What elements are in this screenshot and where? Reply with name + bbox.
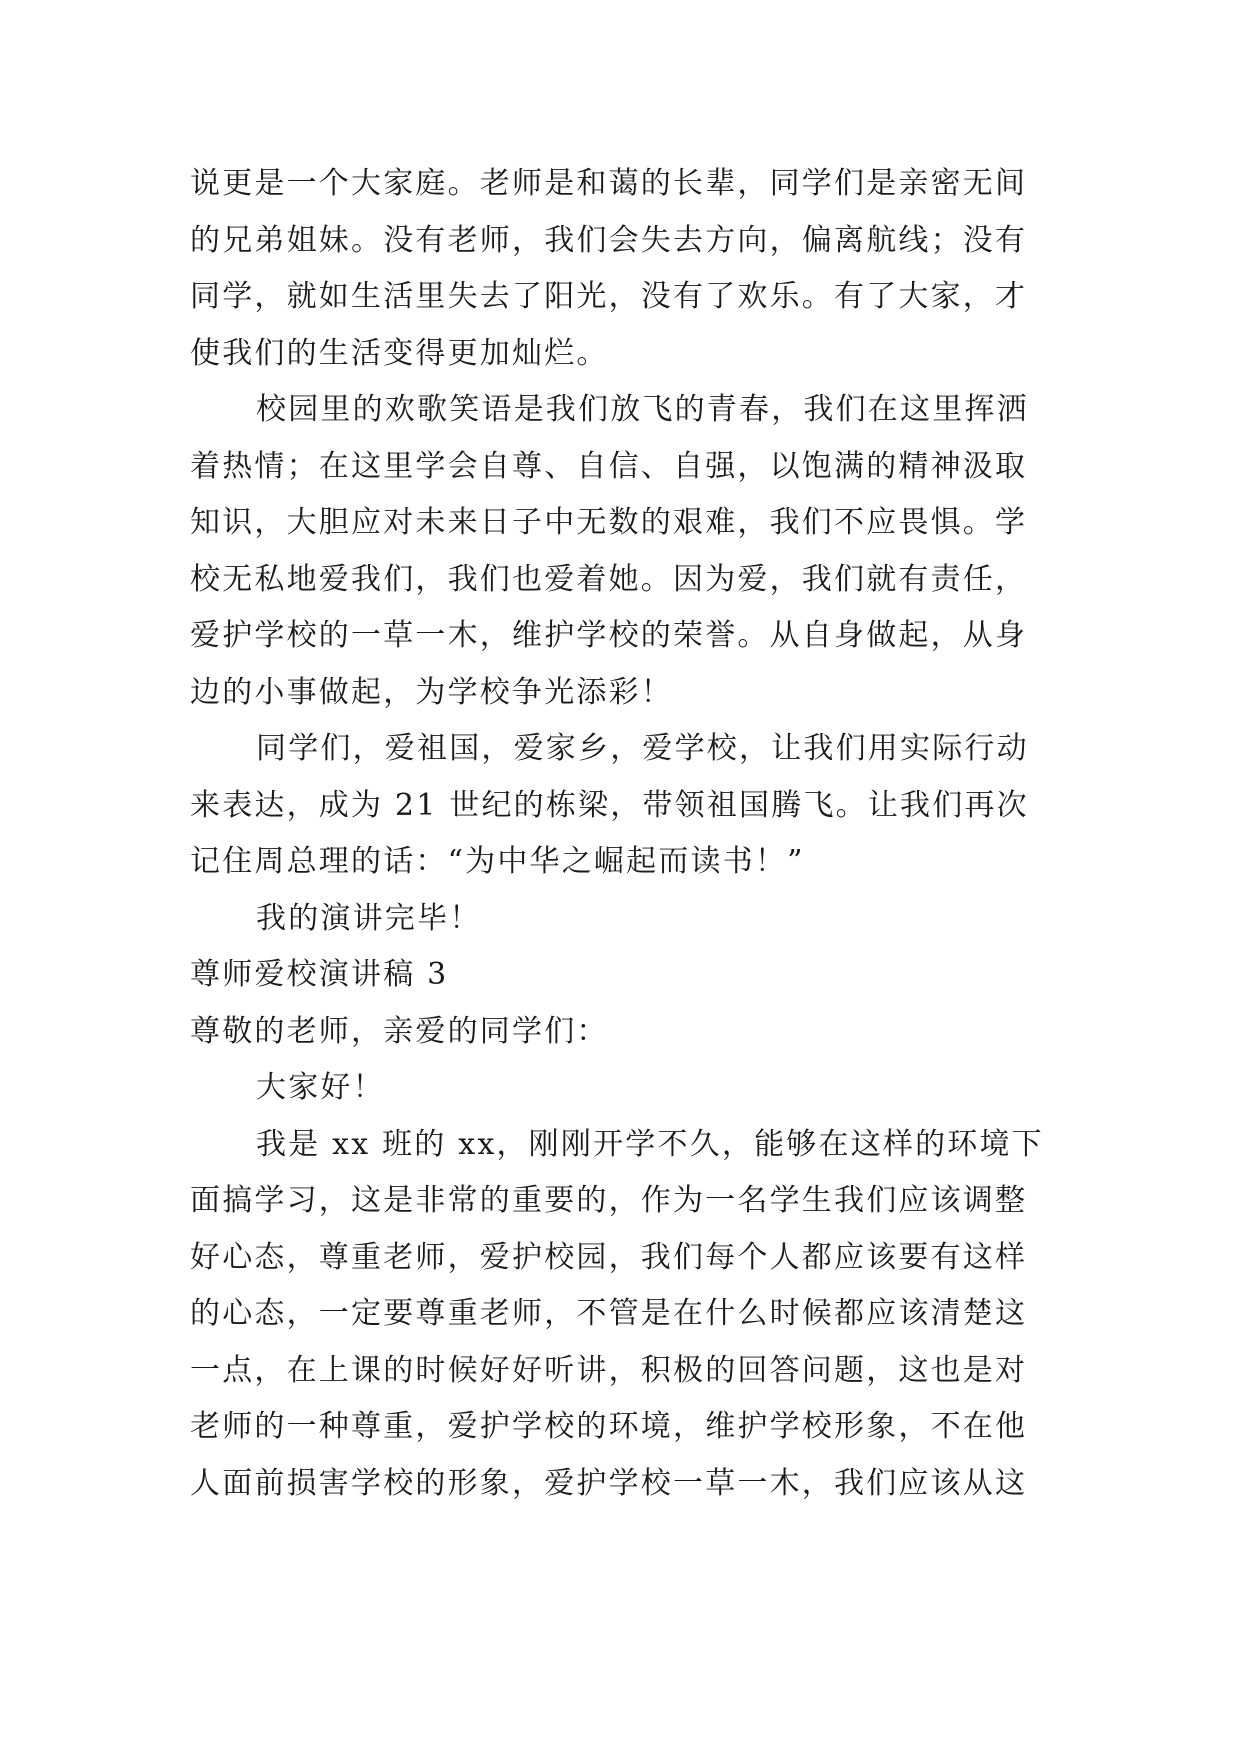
paragraph-first-line: 校园里的欢歌笑语是我们放飞的青春，我们在这里挥洒	[256, 392, 1029, 427]
text-line: 的心态，一定要尊重老师，不管是在什么时候都应该清楚这	[190, 1296, 1028, 1331]
text-line: 面搞学习，这是非常的重要的，作为一名学生我们应该调整	[190, 1183, 1028, 1218]
text-line: 记住周总理的话：“为中华之崛起而读书！”	[190, 844, 805, 879]
text-line: 好心态，尊重老师，爱护校园，我们每个人都应该要有这样	[190, 1239, 1028, 1275]
text-line: 边的小事做起，为学校争光添彩！	[190, 674, 673, 710]
text-line: 一点，在上课的时候好好听讲，积极的回答问题，这也是对	[190, 1352, 1028, 1388]
section-title: 尊师爱校演讲稿 3	[190, 957, 449, 992]
paragraph-first-line: 同学们，爱祖国，爱家乡，爱学校，让我们用实际行动	[256, 731, 1029, 766]
closing-line: 我的演讲完毕！	[256, 900, 482, 936]
text-line: 老师的一种尊重，爱护学校的环境，维护学校形象，不在他	[190, 1409, 1028, 1444]
text-line: 爱护学校的一草一木，维护学校的荣誉。从自身做起，从身	[190, 618, 1028, 653]
paragraph-first-line: 我是 xx 班的 xx，刚刚开学不久，能够在这样的环境下	[256, 1126, 1044, 1162]
text-line: 说更是一个大家庭。老师是和蔼的长辈，同学们是亲密无间	[190, 166, 1028, 201]
text-line: 同学，就如生活里失去了阳光，没有了欢乐。有了大家，才	[190, 279, 1028, 314]
text-line: 人面前损害学校的形象，爱护学校一草一木，我们应该从这	[190, 1465, 1028, 1501]
greeting: 大家好！	[256, 1070, 385, 1105]
text-line: 的兄弟姐妹。没有老师，我们会失去方向，偏离航线；没有	[190, 222, 1028, 258]
salutation: 尊敬的老师，亲爱的同学们：	[190, 1013, 609, 1049]
text-line: 校无私地爱我们，我们也爱着她。因为爱，我们就有责任，	[190, 561, 1028, 597]
text-line: 着热情；在这里学会自尊、自信、自强，以饱满的精神汲取	[190, 448, 1028, 484]
text-line: 来表达，成为 21 世纪的栋梁，带领祖国腾飞。让我们再次	[190, 787, 1029, 823]
document-body	[190, 156, 1050, 1512]
text-line: 知识，大胆应对未来日子中无数的艰难，我们不应畏惧。学	[190, 505, 1028, 540]
text-line: 使我们的生活变得更加灿烂。	[190, 335, 609, 371]
